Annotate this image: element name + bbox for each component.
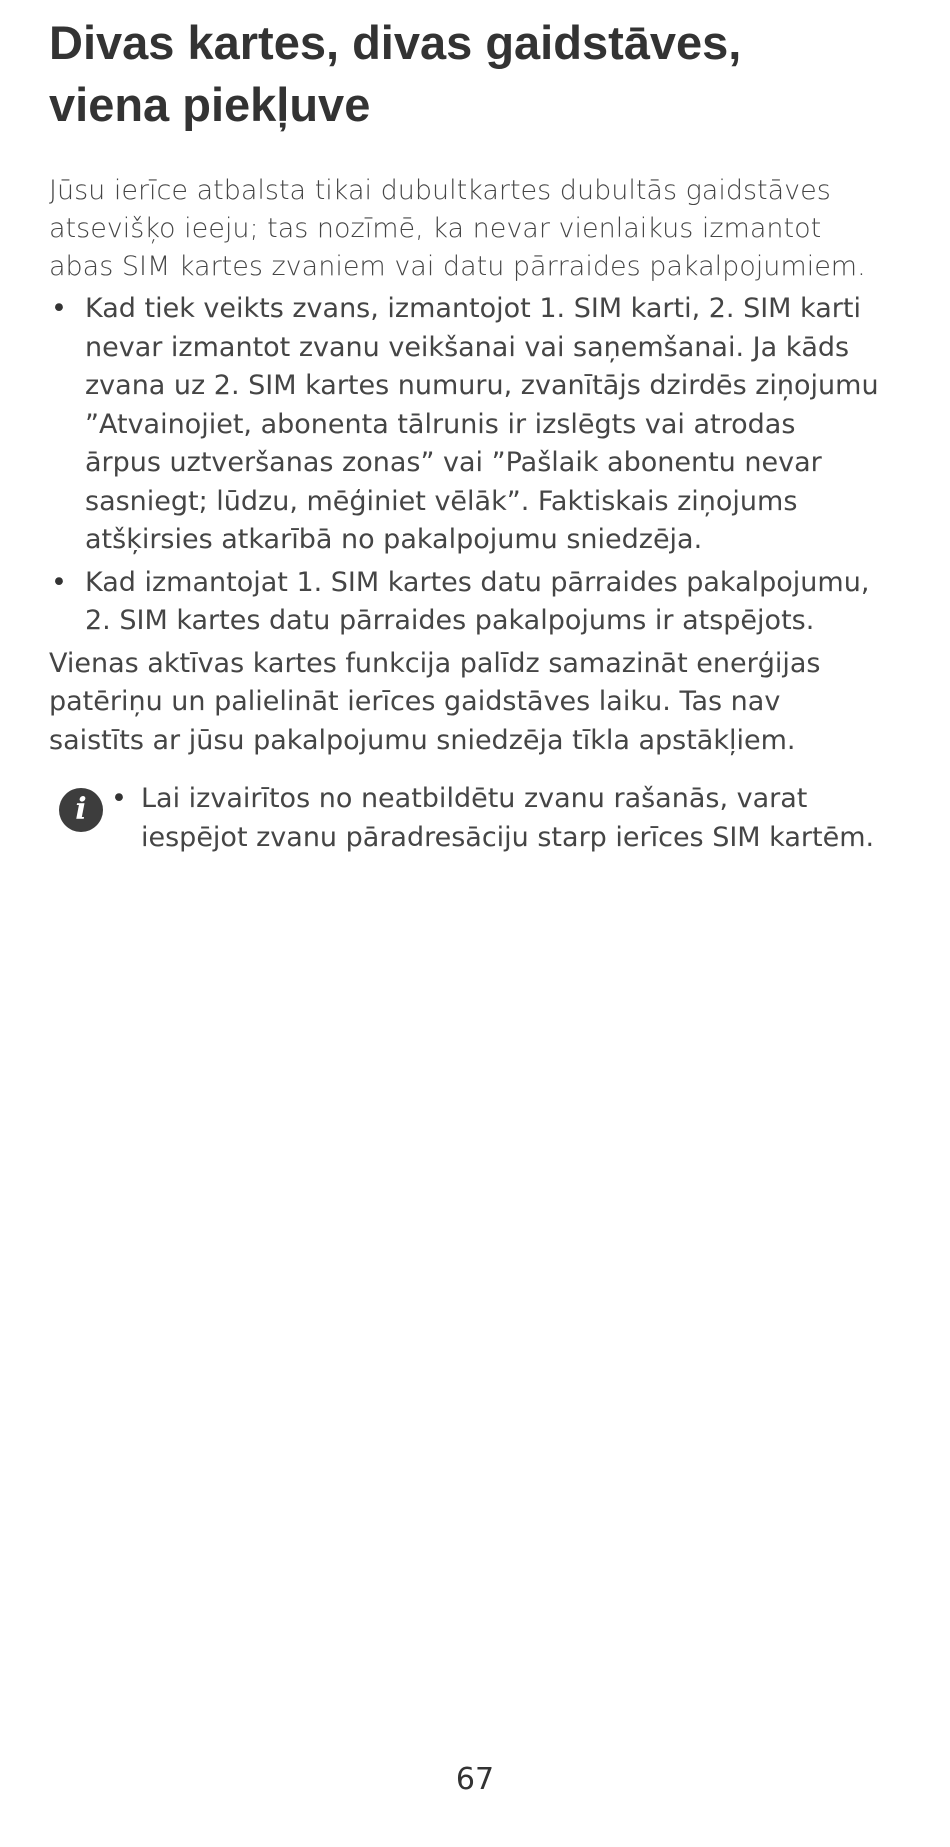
note-list (111, 780, 879, 857)
list-item (49, 290, 879, 560)
note-bullet-marker: • (111, 783, 127, 814)
bullet-text: Kad tiek veikts zvans, izmantojot 1. SIM karti, 2. SIM karti nevar izmantot zvanu veikšanai vai saņemšanai. Ja kāds zvana uz 2. SIM kartes numuru, zvanītājs dzirdēs ziņojumu ”Atvainojiet, abonenta tālrunis ir izslēgts vai atrodas ārpus uztveršanas zonas” vai ”Pašlaik abonentu nevar sasniegt; lūdzu, mēģiniet vēlāk”. Faktiskais ziņojums atšķirsies atkarībā no pakalpojumu sniedzēja. (85, 293, 879, 555)
info-icon: i (59, 788, 103, 832)
title-line-1: Divas kartes, divas gaidstāves, (49, 16, 742, 69)
list-item (49, 564, 879, 641)
bullet-marker: • (51, 566, 67, 598)
page-title (49, 12, 879, 136)
bullet-list (49, 290, 879, 641)
bullet-text: Kad izmantojat 1. SIM kartes datu pārraides pakalpojumu, 2. SIM kartes datu pārraides pakalpojums ir atspējots. (85, 566, 870, 636)
info-note (49, 780, 879, 857)
page-number: 67 (455, 1762, 495, 1797)
title-line-2: viena piekļuve (49, 78, 371, 131)
page-content (49, 0, 879, 857)
body-paragraph: Vienas aktīvas kartes funkcija palīdz samazināt enerģijas patēriņu un palielināt ierīces gaidstāves laiku. Tas nav saistīts ar jūsu pakalpojumu sniedzēja tīkla apstākļiem. (49, 647, 821, 756)
note-text: Lai izvairītos no neatbildētu zvanu rašanās, varat iespējot zvanu pāradresāciju starp ierīces SIM kartēm. (141, 783, 875, 853)
note-item (111, 780, 879, 857)
intro-paragraph: Jūsu ierīce atbalsta tikai dubultkartes dubultās gaidstāves atsevišķo ieeju; tas nozīmē, ka nevar vienlaikus izmantot abas SIM kartes zvaniem vai datu pārraides pakalpojumiem. (49, 175, 866, 282)
bullet-marker: • (51, 293, 67, 324)
